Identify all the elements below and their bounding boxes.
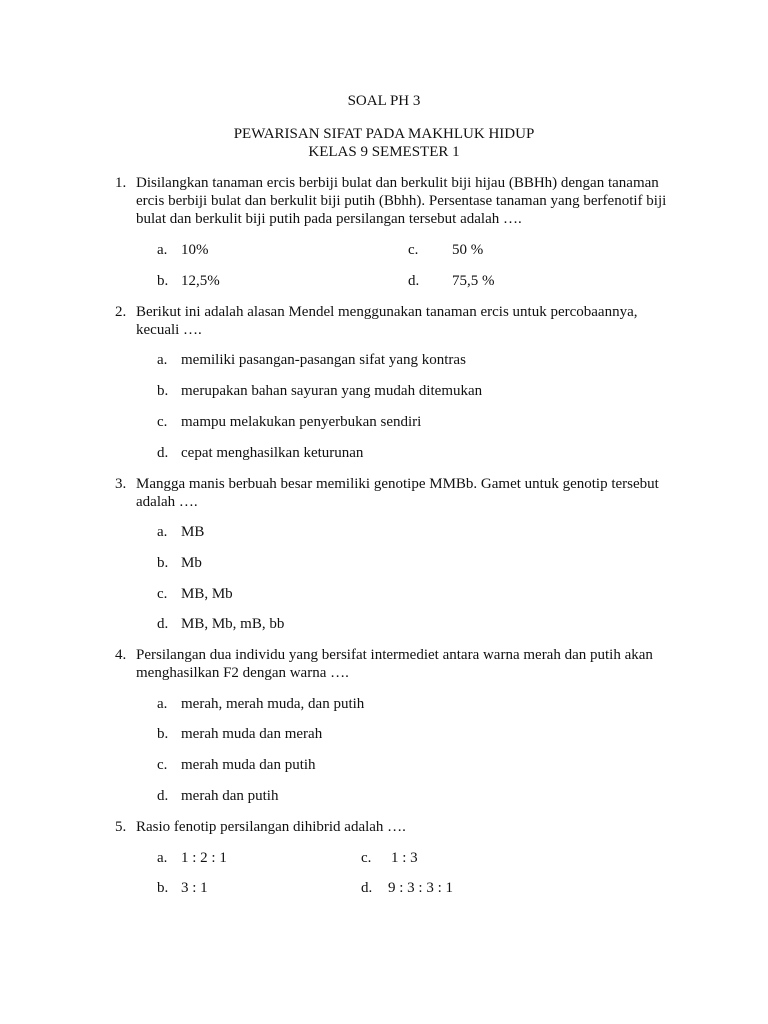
option-letter: d. (157, 616, 169, 632)
option-text: 50 % (452, 242, 484, 258)
option-letter: c. (157, 586, 168, 602)
question-text-line: kecuali …. (136, 322, 202, 338)
option-letter: d. (361, 880, 373, 896)
question-text-line: Persilangan dua individu yang bersifat intermediet antara warna merah dan putih akan (136, 647, 653, 663)
option-letter: b. (157, 273, 169, 289)
option-text: cepat menghasilkan keturunan (181, 445, 364, 461)
question-number: 5. (115, 819, 127, 835)
option-letter: b. (157, 555, 169, 571)
option-letter: a. (157, 696, 168, 712)
option-text: 3 : 1 (181, 880, 208, 896)
question-text-line: Rasio fenotip persilangan dihibrid adalah …. (136, 819, 406, 835)
option-letter: a. (157, 850, 168, 866)
option-letter: b. (157, 383, 169, 399)
question-text-line: ercis berbiji bulat dan berkulit biji putih (Bbhh). Persentase tanaman yang berfenotif biji (136, 193, 667, 209)
question-number: 4. (115, 647, 127, 663)
document-subtitle: PEWARISAN SIFAT PADA MAKHLUK HIDUP (233, 126, 535, 142)
option-text: merah dan putih (181, 788, 279, 804)
option-text: 9 : 3 : 3 : 1 (388, 880, 454, 896)
option-text: memiliki pasangan-pasangan sifat yang kontras (181, 352, 466, 368)
option-letter: d. (157, 445, 169, 461)
option-letter: d. (408, 273, 420, 289)
question-text-line: menghasilkan F2 dengan warna …. (136, 665, 349, 681)
option-text: merah, merah muda, dan putih (181, 696, 365, 712)
document-title: SOAL PH 3 (347, 93, 421, 109)
question-number: 3. (115, 476, 127, 492)
option-letter: a. (157, 352, 168, 368)
option-text: Mb (181, 555, 202, 571)
question-text-line: Disilangkan tanaman ercis berbiji bulat dan berkulit biji hijau (BBHh) dengan tanaman (136, 175, 659, 191)
option-text: MB, Mb (181, 586, 233, 602)
option-text: 1 : 3 (391, 850, 418, 866)
option-text: 1 : 2 : 1 (181, 850, 227, 866)
option-letter: b. (157, 880, 169, 896)
option-text: mampu melakukan penyerbukan sendiri (181, 414, 422, 430)
question-text-line: Mangga manis berbuah besar memiliki genotipe MMBb. Gamet untuk genotip tersebut (136, 476, 659, 492)
question-number: 1. (115, 175, 127, 191)
option-letter: b. (157, 726, 169, 742)
option-letter: c. (361, 850, 372, 866)
option-letter: a. (157, 242, 168, 258)
option-letter: c. (157, 414, 168, 430)
option-letter: c. (157, 757, 168, 773)
option-text: merah muda dan merah (181, 726, 323, 742)
option-text: 12,5% (181, 273, 220, 289)
question-text-line: bulat dan berkulit biji putih pada persilangan tersebut adalah …. (136, 211, 522, 227)
option-text: 10% (181, 242, 209, 258)
option-text: 75,5 % (452, 273, 495, 289)
question-text-line: adalah …. (136, 494, 198, 510)
option-text: MB (181, 524, 205, 540)
option-letter: c. (408, 242, 419, 258)
question-number: 2. (115, 304, 127, 320)
option-text: merupakan bahan sayuran yang mudah ditemukan (181, 383, 483, 399)
question-text-line: Berikut ini adalah alasan Mendel menggunakan tanaman ercis untuk percobaannya, (136, 304, 638, 320)
option-text: merah muda dan putih (181, 757, 316, 773)
option-text: MB, Mb, mB, bb (181, 616, 285, 632)
option-letter: d. (157, 788, 169, 804)
document-class-info: KELAS 9 SEMESTER 1 (308, 144, 460, 160)
option-letter: a. (157, 524, 168, 540)
